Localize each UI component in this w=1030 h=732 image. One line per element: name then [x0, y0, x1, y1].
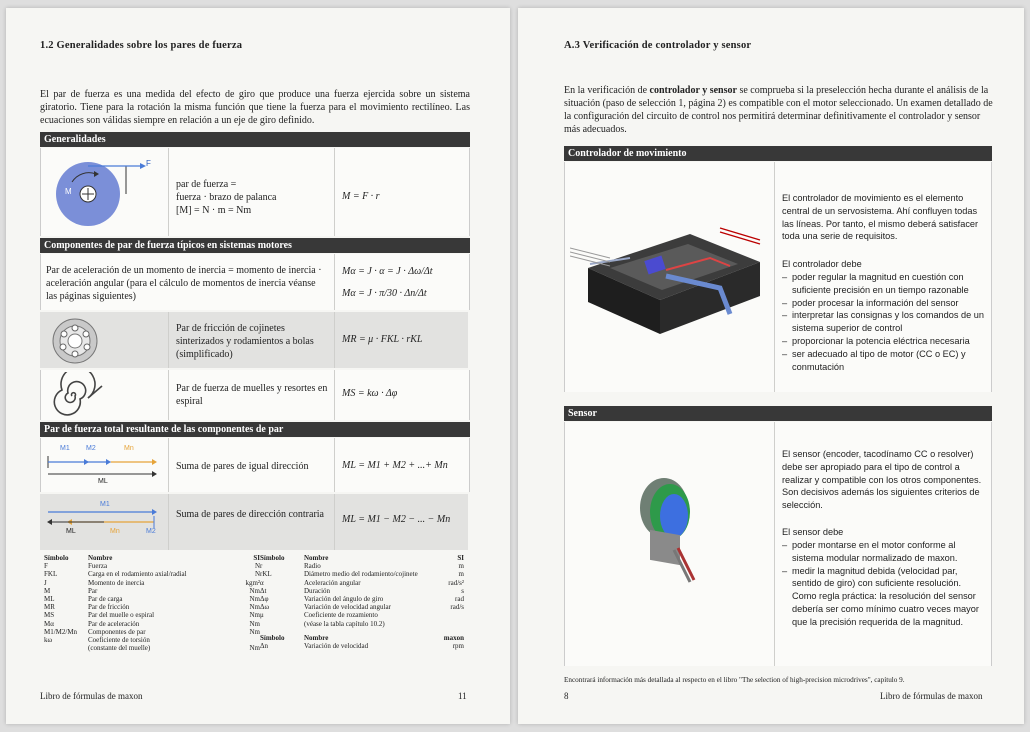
motion-controller-illustration: [570, 218, 770, 348]
intro-paragraph: El par de fuerza es una medida del efecto de giro que produce una fuerza ejercida sobre un sistema giratorio. Tiene para la rotación la misma función que tiene la fuerza para el movimiento rectilíneo. Las ecuaciones son válidas siempre en relación a un eje de giro definido.: [40, 89, 470, 126]
section-title: A.3 Verificación de controlador y sensor: [564, 40, 752, 51]
section-title: 1.2 Generalidades sobre los pares de fuerza: [40, 40, 243, 51]
controller-requirements-list: [782, 271, 986, 373]
page-number: 8: [564, 691, 569, 701]
label-m1: M1: [60, 445, 70, 452]
formula-same: ML = M1 + M2 + ...+ Mn: [342, 460, 448, 471]
formula-friction: MR = μ · FKL · rKL: [342, 334, 423, 345]
friction-text: Par de fricción de cojinetes sinterizados y rodamientos a bolas (simplificado): [176, 323, 314, 360]
sensor-description: El sensor (encoder, tacodínamo CC o resolver) debe ser apropiado para el tipo de control a realizar y compatible con los otros componentes. Son decisivos además los siguientes criterios de selección.: [782, 449, 982, 511]
general-line1: par de fuerza =: [176, 179, 237, 190]
table-row: Δω Variación de velocidad angular rad/s: [260, 603, 464, 612]
band-generalidades: Generalidades: [40, 132, 470, 147]
right-page: [518, 8, 1024, 724]
table-row: α Aceleración angular rad/s²: [260, 578, 464, 587]
label-opp-mn: Mn: [110, 528, 120, 535]
list-item: – poder montarse en el motor conforme al sistema modular normalizado de maxon.: [782, 539, 986, 565]
table-row: (véase la tabla capítulo 10.2): [304, 619, 385, 628]
label-opp-m1: M1: [100, 501, 110, 508]
sym-header: Símbolo: [260, 554, 285, 562]
label-opp-ml: ML: [66, 528, 76, 535]
table-row: kω Coeficiente de torsión: [44, 636, 150, 645]
list-item: – ser adecuado al tipo de motor (CC o EC) y conmutación: [782, 348, 986, 374]
formula-torque: M = F · r: [342, 191, 380, 202]
table-row: M Par Nm: [44, 586, 260, 595]
footer-title: Libro de fórmulas de maxon: [40, 691, 143, 701]
acceleration-text: Par de aceleración de un momento de inercia = momento de inercia · aceleración angular (para el cálculo de momentos de inercia véanse las páginas siguientes): [46, 265, 322, 302]
symbol-table-right: [258, 554, 466, 650]
general-line2: fuerza · brazo de palanca: [176, 192, 277, 203]
page-number: 11: [458, 691, 467, 701]
band-total: Par de fuerza total resultante de las componentes de par: [40, 422, 470, 437]
band-controller: Controlador de movimiento: [564, 146, 992, 161]
figure-label-m: M: [65, 187, 72, 196]
controller-requirements-intro: El controlador debe: [782, 259, 862, 269]
ball-bearing-icon: [50, 316, 100, 366]
sym-header: SI: [253, 554, 260, 562]
label-opp-m2: M2: [146, 528, 156, 535]
opposite-direction-diagram: [44, 502, 164, 542]
table-row: rKL Diámetro medio del rodamiento/cojinete m: [260, 570, 464, 579]
formula-accel-1: Mα = J · α = J · Δω/Δt: [342, 266, 433, 277]
general-line3: [M] = N · m = Nm: [176, 205, 252, 216]
controller-description: El controlador de movimiento es el elemento central de un servosistema. Ahí confluyen todas las líneas. Por tanto, el mismo deberá satisfacer toda una serie de requisitos.: [782, 193, 979, 242]
table-row: Δn Variación de velocidad rpm: [260, 642, 464, 651]
opposite-direction-text: Suma de pares de dirección contraria: [176, 509, 324, 520]
sym-header: SI: [457, 554, 464, 562]
formula-spring: MS = kω · Δφ: [342, 388, 398, 399]
sensor-requirements-intro: El sensor debe: [782, 527, 844, 537]
footer-title: Libro de fórmulas de maxon: [880, 691, 983, 701]
table-row: (constante del muelle) Nm: [88, 644, 260, 653]
sym-header: Nombre: [304, 633, 329, 642]
table-row: MS Par del muelle o espiral Nm: [44, 611, 260, 620]
sym-header: maxon: [443, 633, 464, 642]
table-row: μ Coeficiente de rozamiento: [260, 611, 378, 620]
reference-note: Encontrará información más detallada al respecto en el libro "The selection of high-precision microdrives", capítulo 9.: [564, 676, 905, 684]
table-row: MR Par de fricción Nm: [44, 603, 260, 612]
list-item: – proporcionar la potencia eléctrica necesaria: [782, 335, 986, 348]
table-row: Δφ Variación del ángulo de giro rad: [260, 595, 464, 604]
intro-paragraph: En la verificación de controlador y sensor se comprueba si la preselección hecha durante el análisis de la situación (paso de selección 1, página 2) es compatible con el motor seleccionado. Un examen detallado de la configuración del circuito de control nos permitirá determinar definitivamente el controlador y sensor más adecuados.: [564, 85, 993, 135]
table-row: FKL Carga en el rodamiento axial/radial N: [44, 570, 260, 579]
label-m2: M2: [86, 445, 96, 452]
table-row: r Radio m: [260, 562, 464, 571]
formula-accel-2: Mα = J · π/30 · Δn/Δt: [342, 288, 427, 299]
sensor-requirements-list: [782, 539, 986, 629]
same-direction-text: Suma de pares de igual dirección: [176, 461, 309, 472]
label-mn: Mn: [124, 445, 134, 452]
table-row: F Fuerza N: [44, 562, 260, 571]
table-row: J Momento de inercia kgm²: [44, 578, 260, 587]
list-item: – medir la magnitud debida (velocidad par, sentido de giro) con suficiente resolución. Como regla práctica: la resolución del sensor debería ser como mínimo cuatro veces mayor que la precisión requerida de la magnitud.: [782, 565, 986, 629]
table-row: ML Par de carga Nm: [44, 595, 260, 604]
band-sensor: Sensor: [564, 406, 992, 421]
list-item: – interpretar las consignas y los comandos de un sistema superior de control: [782, 309, 986, 335]
table-row: Mα Par de aceleración Nm: [44, 619, 260, 628]
table-row: Δt Duración s: [260, 586, 464, 595]
formula-opposite: ML = M1 − M2 − ... − Mn: [342, 514, 451, 525]
band-componentes: Componentes de par de fuerza típicos en sistemas motores: [40, 238, 470, 253]
sym-header: Símbolo: [260, 633, 285, 642]
label-ml: ML: [98, 478, 108, 485]
list-item: – poder regular la magnitud en cuestión con suficiente precisión en un tiempo razonable: [782, 271, 986, 297]
spring-text: Par de fuerza de muelles y resortes en espiral: [176, 383, 328, 407]
table-row: M1/M2/Mn Componentes de par Nm: [44, 627, 260, 636]
sym-header: Símbolo: [44, 554, 69, 562]
list-item: – poder procesar la información del sensor: [782, 297, 986, 310]
figure-label-f: F: [146, 159, 151, 168]
sym-header: Nombre: [304, 554, 329, 562]
symbol-table-left: [42, 554, 262, 652]
encoder-sensor-illustration: [628, 468, 708, 588]
spiral-spring-icon: [50, 372, 110, 418]
left-page: [6, 8, 510, 724]
sym-header: Nombre: [88, 554, 113, 562]
